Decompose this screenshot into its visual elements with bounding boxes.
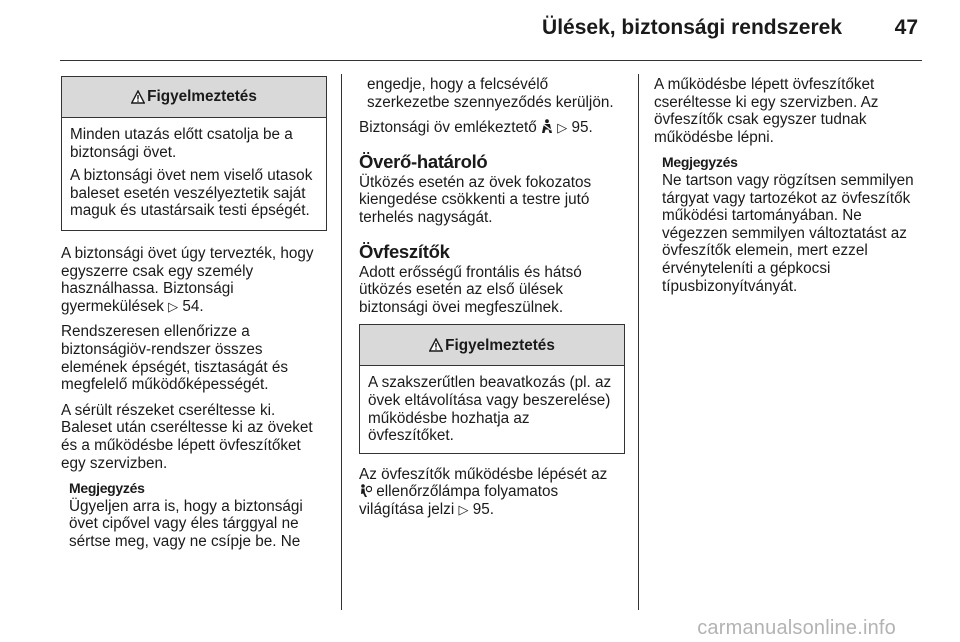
warning-box-2 [359, 324, 625, 453]
ref-page: 95. [472, 500, 494, 518]
header-divider [60, 60, 922, 61]
note-text: Ne tartson vagy rögzítsen semmilyen tárgyat vagy tartozékot az övfeszítők működési tartományában. Ne végezzen semmilyen változtatást az övfeszítők elemein, mert ezzel érvényteleníti a gépkocsi típusbizonyítványát. [662, 171, 914, 295]
paragraph-load-limiter: Ütközés esetén az övek fokozatos kiengedése csökkenti a testre jutó terhelés nagyságát. [359, 173, 592, 226]
note-1 [61, 480, 327, 550]
ref-arrow-icon: ▷ [458, 501, 469, 517]
reminder-text: Biztonsági öv emlékeztető [359, 119, 537, 137]
ref-page: 95. [571, 119, 593, 137]
ref-page: 54. [182, 297, 204, 315]
paragraph-inspect: Rendszeresen ellenőrizze a biztonságiöv-rendszer összes elemének épségét, tisztaságát és megfelelő működőképességét. [61, 323, 289, 394]
heading-load-limiter: Överő-határoló [359, 150, 488, 172]
warning-box-1 [61, 76, 327, 231]
warning-text-1: Minden utazás előtt csatolja be a biztonsági övet. [70, 126, 293, 161]
page-number: 47 [894, 16, 918, 39]
paragraph-pretensioners: Adott erősségű frontális és hátsó ütközés esetén az első ülések biztonsági övei megfeszülnek. [359, 263, 582, 316]
indicator-text-2: ellenőrzőlámpa folyamatos világítása jelzi [359, 483, 559, 518]
seatbelt-icon [541, 119, 553, 134]
page-ref [168, 298, 204, 315]
ref-arrow-icon: ▷ [557, 120, 568, 136]
warning-header [62, 77, 326, 118]
indicator-text-1: Az övfeszítők működésbe lépését az [359, 465, 608, 483]
note-title: Megjegyzés [69, 480, 145, 497]
watermark: carmanualsonline.info [697, 617, 896, 639]
warning-text-2: A biztonsági övet nem viselő utasok baleset esetén veszélyeztetik saját maguk és utastársaik testi épségét. [70, 167, 313, 220]
column-1 [61, 76, 327, 558]
warning-body [62, 118, 326, 230]
page-header-title: Ülések, biztonsági rendszerek [542, 16, 842, 39]
warning-title: Figyelmeztetés [445, 336, 555, 354]
warning-icon [429, 338, 443, 352]
warning-title: Figyelmeztetés [147, 88, 257, 106]
note-continuation: engedje, hogy a felcsévélő szerkezetbe szennyeződés kerüljön. [367, 76, 614, 111]
paragraph-text: A biztonsági övet úgy tervezték, hogy egyszerre csak egy személy használhassa. Biztonsági gyermekülések [61, 244, 314, 315]
paragraph-replace: A sérült részeket cseréltesse ki. Baleset után cseréltesse ki az öveket és a működésbe lépett övfeszítőket egy szervizben. [61, 401, 313, 472]
warning-header [360, 325, 624, 366]
page-ref [557, 119, 593, 136]
column-divider-1 [341, 74, 342, 610]
ref-arrow-icon: ▷ [168, 298, 179, 314]
column-2 [359, 76, 625, 527]
column-divider-2 [638, 74, 639, 610]
heading-pretensioners: Övfeszítők [359, 240, 450, 262]
airbag-warning-icon [359, 484, 372, 498]
warning-body [360, 366, 624, 452]
paragraph-replace-pretensioners: A működésbe lépett övfeszítőket cseréltesse ki egy szervizben. Az övfeszítők csak egyszer tudnak működésbe lépni. [654, 76, 879, 146]
warning-text: A szakszerűtlen beavatkozás (pl. az övek eltávolítása vagy beszerelése) működésbe hozhatja az övfeszítőket. [368, 374, 612, 445]
note-2 [654, 154, 918, 295]
paragraph-single-user [61, 245, 327, 315]
note-title: Megjegyzés [662, 154, 738, 171]
paragraph-reminder [359, 119, 625, 137]
page-ref [458, 501, 494, 518]
paragraph-indicator [359, 466, 625, 519]
warning-icon [131, 90, 145, 104]
column-3 [654, 76, 918, 303]
note-text: Ügyeljen arra is, hogy a biztonsági övet cipővel vagy éles tárggyal ne sértse meg, vagy ne csípje be. Ne [69, 497, 303, 550]
